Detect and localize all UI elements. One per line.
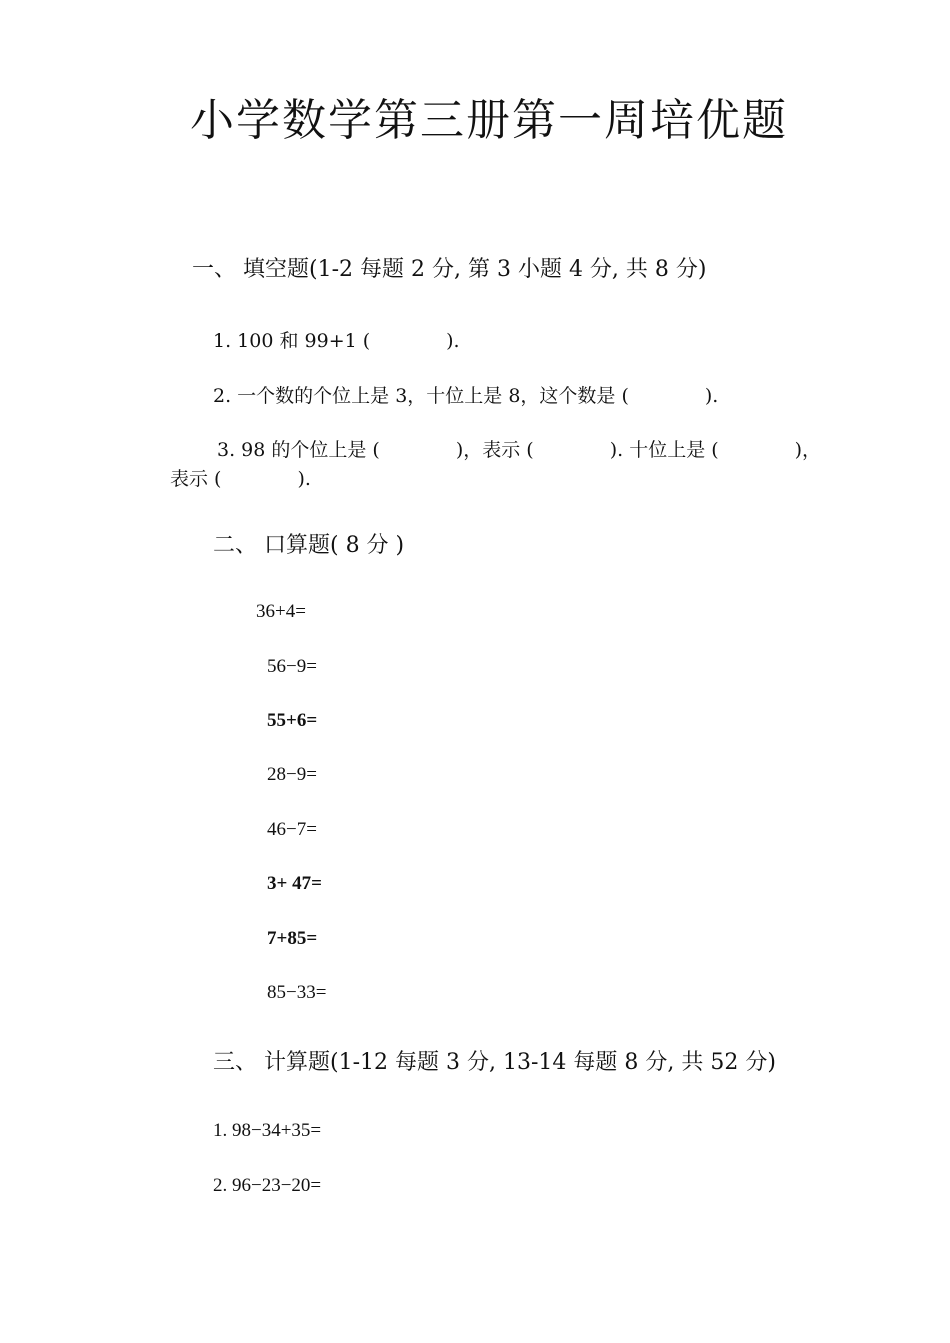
mental-item: 3+ 47= — [267, 873, 322, 894]
mental-item: 56−9= — [267, 656, 317, 677]
question-1-2: 2. 一个数的个位上是 3，十位上是 8，这个数是 ( ). — [213, 385, 719, 407]
mental-item: 85−33= — [267, 982, 327, 1003]
mental-item: 46−7= — [267, 819, 317, 840]
section-1-heading: 一、 填空题(1-2 每题 2 分, 第 3 小题 4 分, 共 8 分) — [192, 257, 707, 282]
mental-item: 55+6= — [267, 710, 318, 731]
question-1-1: 1. 100 和 99+1 ( ). — [213, 330, 460, 352]
mental-item: 36+4= — [256, 601, 306, 622]
section-2-heading: 二、 口算题( 8 分 ) — [213, 533, 405, 558]
calc-item: 2. 96−23−20= — [213, 1175, 322, 1196]
mental-item: 7+85= — [267, 928, 318, 949]
calc-item: 1. 98−34+35= — [213, 1120, 322, 1141]
question-1-3-line2: 表示 ( ). — [170, 468, 311, 490]
mental-item: 28−9= — [267, 764, 317, 785]
section-3-heading: 三、 计算题(1-12 每题 3 分, 13-14 每题 8 分, 共 52 分) — [213, 1050, 776, 1075]
question-1-3-line1: 3. 98 的个位上是 ( )，表示 ( ). 十位上是 ( )， — [217, 439, 822, 461]
page-title: 小学数学第三册第一周培优题 — [190, 95, 788, 146]
